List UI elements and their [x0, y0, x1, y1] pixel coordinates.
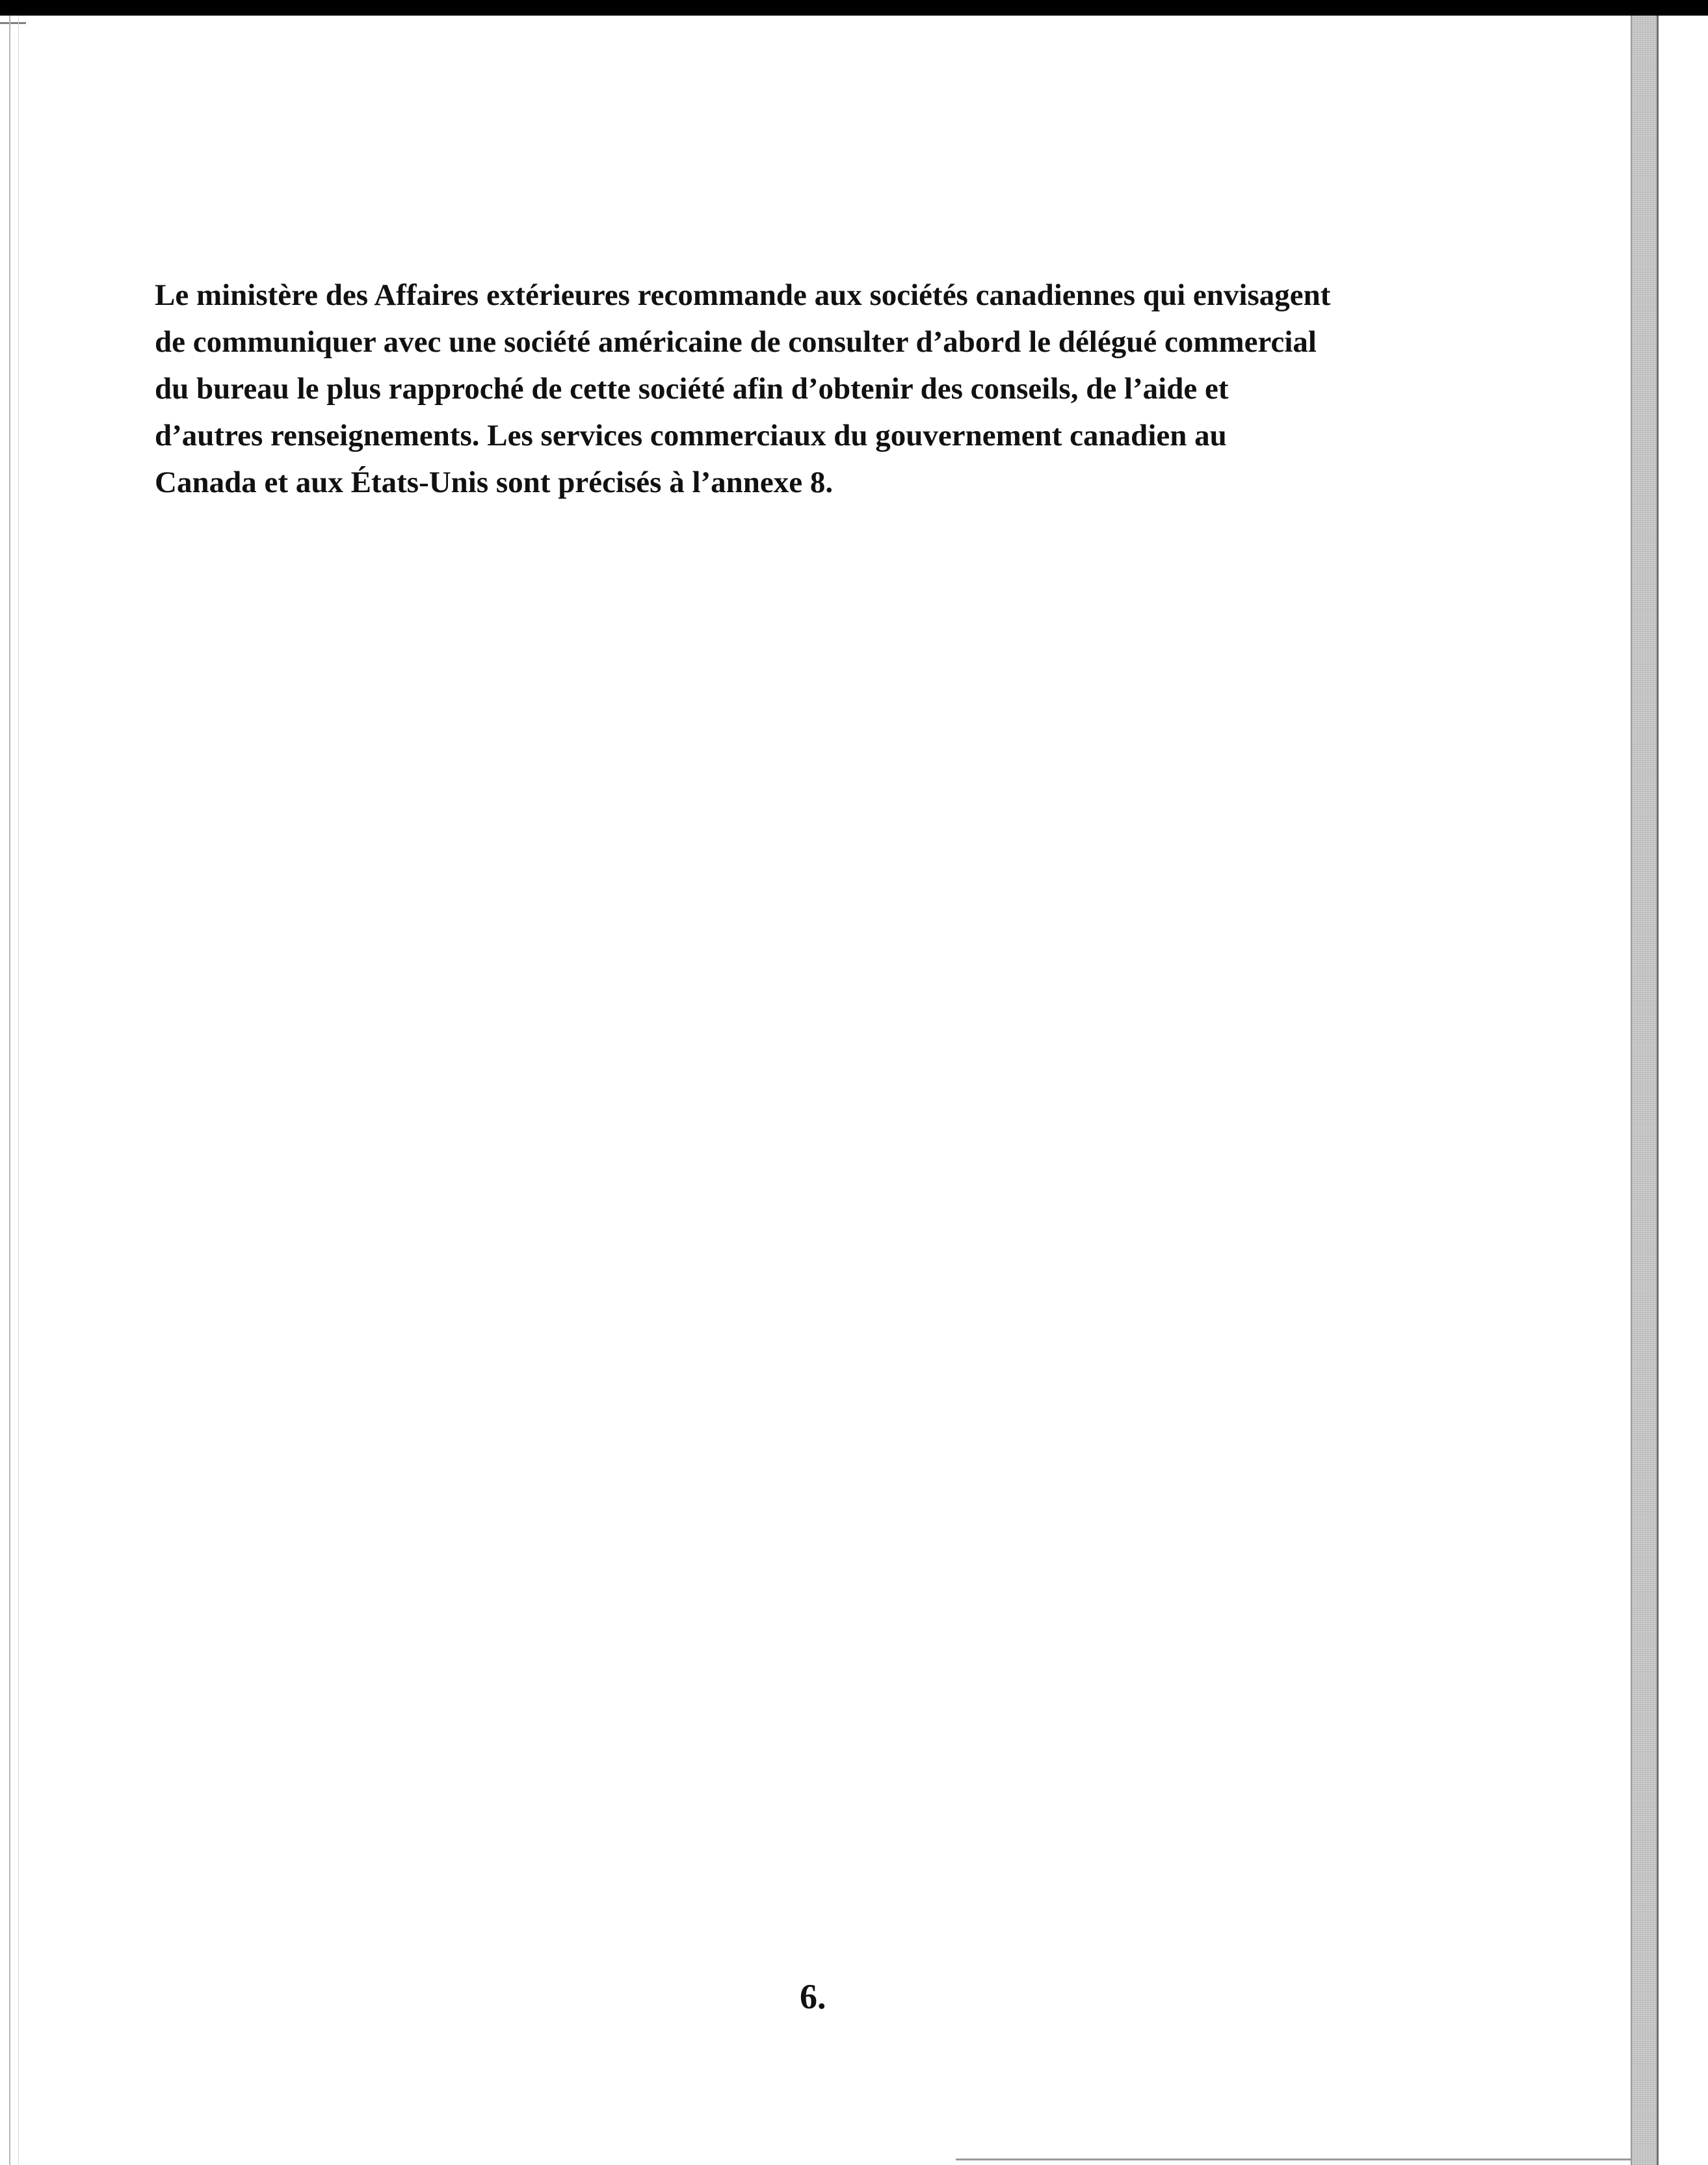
- body-paragraph: Le ministère des Affaires extérieures recommande aux sociétés canadiennes qui envisagent de communiquer avec une société américaine de consulter d’abord le délégué commercial du bureau le plus rapproché de cette société afin d’obtenir des conseils, de l’aide et d’autres renseignements. Les services commerciaux du gouvernement canadien au Canada et aux États-Unis sont précisés à l’annexe 8.: [155, 278, 1331, 499]
- scan-left-tick: [0, 22, 26, 24]
- page-number: 6.: [800, 1977, 826, 2016]
- scan-left-margin-line: [9, 16, 10, 2165]
- scan-right-edge-strip: [1631, 16, 1658, 2165]
- scan-left-margin-line-secondary: [18, 16, 19, 2165]
- scan-top-edge: [0, 0, 1708, 16]
- scan-bottom-rule: [956, 2158, 1632, 2160]
- scan-right-edge-border: [1657, 16, 1659, 2165]
